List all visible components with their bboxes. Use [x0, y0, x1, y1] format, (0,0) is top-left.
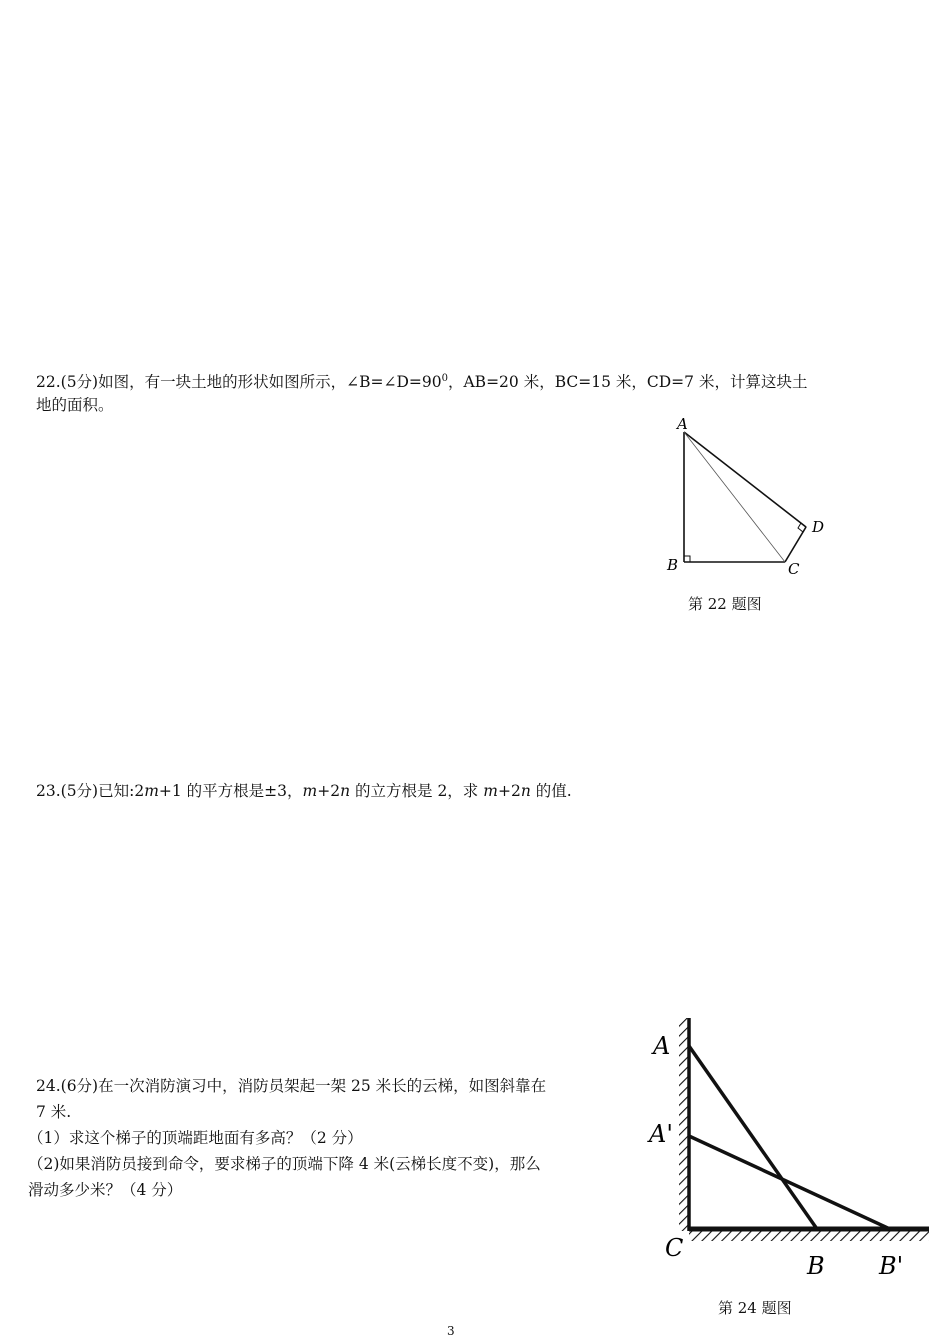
figure-24-diagram [645, 1010, 945, 1300]
label-b: B [667, 556, 679, 574]
ladder-ab [689, 1046, 817, 1229]
label-b-prime: B' [879, 1252, 904, 1280]
label-c: C [788, 560, 800, 578]
q24-line-1: 24.(6分)在一次消防演习中，消防员架起一架 25 米长的云梯，如图斜靠在 [36, 1077, 547, 1095]
q22-line-1: 22.(5分)如图，有一块土地的形状如图所示，$\angle B=\angle D=90^0$，AB=20 米，BC=15 米，CD=7 米，计算这块土 [36, 373, 808, 392]
ladder-a-prime-b-prime [689, 1136, 890, 1229]
q24-text-block [28, 1073, 648, 1223]
segment-da [684, 432, 806, 527]
figure-22-diagram [660, 410, 840, 580]
right-angle-b-mark [684, 556, 690, 562]
label-a-prime: A' [649, 1120, 673, 1148]
label-a: A [653, 1032, 671, 1060]
label-a: A [677, 415, 688, 433]
page-number: 3 [447, 1324, 455, 1338]
ground-hatching [689, 1231, 929, 1241]
label-d: D [812, 518, 825, 536]
label-b: B [807, 1252, 825, 1280]
q24-line-4: （2)如果消防员接到命令，要求梯子的顶端下降 4 米(云梯长度不变)，那么 [28, 1155, 541, 1173]
q24-line-5: 滑动多少米？（4 分） [28, 1181, 183, 1199]
degree-superscript: 0 [441, 373, 448, 384]
q22-line-2: 地的面积。 [36, 396, 114, 414]
label-c: C [665, 1234, 684, 1262]
figure-24-caption: 第 24 题图 [718, 1299, 792, 1317]
q23-text: 23.(5分)已知:2m+1 的平方根是±3，m+2n 的立方根是 2，求 m+2n 的值. [36, 782, 572, 800]
diagonal-ac [684, 432, 785, 562]
q24-line-2: 7 米. [36, 1103, 72, 1121]
q24-line-3: （1）求这个梯子的顶端距地面有多高？（2 分） [28, 1129, 363, 1147]
figure-22-caption: 第 22 题图 [688, 595, 762, 613]
